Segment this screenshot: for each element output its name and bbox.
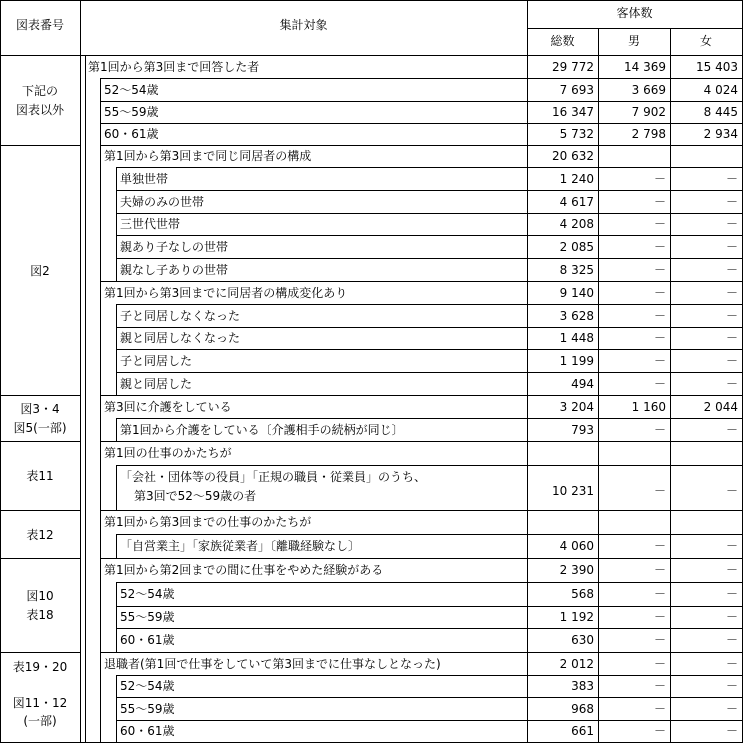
- cell-total: 29 772: [552, 60, 594, 74]
- row-divider: [116, 304, 742, 305]
- row-divider: [116, 258, 742, 259]
- row-label: 第1回から第3回までの仕事のかたちが: [104, 515, 312, 529]
- indent-bracket: [116, 582, 117, 606]
- row-label: 夫婦のみの世帯: [120, 195, 205, 209]
- cell-male: －: [653, 354, 666, 368]
- figure-label: 表19・20: [12, 660, 68, 674]
- header-female: 女: [699, 34, 712, 48]
- cell-total: 16 347: [552, 105, 594, 119]
- cell-total: 2 012: [559, 657, 594, 671]
- indent-bracket: [100, 304, 101, 327]
- indent-bracket: [100, 281, 101, 304]
- indent-bracket: [116, 606, 117, 628]
- indent-bracket: [100, 534, 101, 558]
- cell-total: 9 140: [559, 286, 594, 300]
- indent-bracket: [100, 101, 101, 123]
- row-divider: [100, 441, 742, 442]
- cell-total: 1 192: [559, 610, 594, 624]
- row-label: 退職者(第1回で仕事をしていて第3回までに仕事なしとなった): [104, 657, 441, 671]
- col-divider-figure: [80, 0, 81, 742]
- cell-female: 4 024: [703, 83, 738, 97]
- row-divider: [116, 235, 742, 236]
- cell-total: 383: [571, 679, 594, 693]
- indent-bracket: [100, 628, 101, 652]
- cell-female: 2 934: [703, 127, 738, 141]
- row-label: 「自営業主」「家族従業者」〔離職経験なし〕: [120, 539, 361, 553]
- row-divider: [100, 145, 742, 146]
- group-divider: [0, 558, 80, 559]
- indent-bracket: [116, 534, 117, 558]
- cell-total: 3 204: [559, 400, 594, 414]
- figure-label: 図11・12: [12, 696, 68, 710]
- row-label: 親と同居しなくなった: [120, 331, 241, 345]
- cell-male: －: [653, 286, 666, 300]
- cell-male: －: [653, 423, 666, 437]
- indent-bracket: [116, 418, 117, 441]
- cell-male: －: [653, 263, 666, 277]
- row-label: 第1回から第3回までに同居者の構成変化あり: [104, 286, 348, 300]
- row-divider: [100, 652, 742, 653]
- cell-female: －: [725, 423, 738, 437]
- indent-bracket: [100, 675, 101, 697]
- indent-bracket: [85, 55, 86, 742]
- cell-female: －: [725, 657, 738, 671]
- indent-bracket: [116, 327, 117, 349]
- row-label: 子と同居しなくなった: [120, 309, 241, 323]
- row-label: 52～54歳: [104, 83, 159, 97]
- cell-female: －: [725, 263, 738, 277]
- indent-bracket: [116, 304, 117, 327]
- cell-female: －: [725, 702, 738, 716]
- row-divider: [116, 465, 742, 466]
- indent-bracket: [100, 213, 101, 235]
- row-label: 55～59歳: [120, 702, 175, 716]
- cell-female: －: [725, 354, 738, 368]
- row-divider: [116, 213, 742, 214]
- cell-total: 8 325: [559, 263, 594, 277]
- cell-female: －: [725, 217, 738, 231]
- cell-total: 2 390: [559, 563, 594, 577]
- indent-bracket: [116, 628, 117, 652]
- cell-female: －: [725, 484, 738, 498]
- indent-bracket: [100, 258, 101, 281]
- row-divider: [116, 418, 742, 419]
- figure-label: 図表以外: [15, 103, 64, 117]
- row-label: 第1回から第2回までの間に仕事をやめた経験がある: [104, 563, 384, 577]
- row-label: 単独世帯: [120, 172, 169, 186]
- row-divider: [116, 720, 742, 721]
- cell-male: 7 902: [631, 105, 666, 119]
- figure-label: 表18: [26, 608, 54, 622]
- cell-female: －: [725, 172, 738, 186]
- cell-total: 968: [571, 702, 594, 716]
- figure-label: 図2: [30, 263, 50, 278]
- indent-bracket: [116, 697, 117, 720]
- cell-male: 1 160: [631, 400, 666, 414]
- cell-female: －: [725, 633, 738, 647]
- cell-male: －: [653, 217, 666, 231]
- cell-total: 10 231: [552, 484, 594, 498]
- cell-male: －: [653, 587, 666, 601]
- cell-female: －: [725, 539, 738, 553]
- row-divider: [116, 327, 742, 328]
- indent-bracket: [100, 465, 101, 510]
- indent-bracket: [100, 123, 101, 145]
- table-border-top: [0, 0, 743, 1]
- indent-bracket: [116, 349, 117, 372]
- cell-male: －: [653, 633, 666, 647]
- cell-total: 793: [571, 423, 594, 437]
- row-divider: [100, 558, 742, 559]
- indent-bracket: [100, 327, 101, 349]
- cell-male: －: [653, 377, 666, 391]
- row-divider: [100, 395, 742, 396]
- figure-label: 表12: [26, 527, 54, 542]
- row-divider: [116, 372, 742, 373]
- indent-bracket: [100, 145, 101, 167]
- row-divider: [116, 534, 742, 535]
- indent-bracket: [116, 213, 117, 235]
- cell-total: 494: [571, 377, 594, 391]
- cell-female: －: [725, 587, 738, 601]
- row-divider: [100, 510, 742, 511]
- cell-female: －: [725, 195, 738, 209]
- header-figure-no: 図表番号: [15, 18, 64, 32]
- row-divider: [116, 675, 742, 676]
- cell-total: 20 632: [552, 149, 594, 163]
- cell-male: －: [653, 240, 666, 254]
- figure-label: 図5(一部): [13, 421, 67, 435]
- row-label: 52～54歳: [120, 679, 175, 693]
- figure-label: 図10: [26, 589, 54, 603]
- cell-male: 2 798: [631, 127, 666, 141]
- row-divider: [80, 55, 742, 56]
- indent-bracket: [116, 372, 117, 395]
- indent-bracket: [100, 78, 101, 101]
- indent-bracket: [116, 235, 117, 258]
- cell-male: －: [653, 484, 666, 498]
- indent-bracket: [100, 720, 101, 742]
- cell-total: 661: [571, 724, 594, 738]
- indent-bracket: [116, 675, 117, 697]
- group-divider: [0, 145, 80, 146]
- cell-female: －: [725, 377, 738, 391]
- cell-female: －: [725, 309, 738, 323]
- cell-male: －: [653, 309, 666, 323]
- cell-total: 3 628: [559, 309, 594, 323]
- cell-male: －: [653, 610, 666, 624]
- cell-male: －: [653, 657, 666, 671]
- cell-total: 4 617: [559, 195, 594, 209]
- figure-label: 下記の: [21, 84, 58, 98]
- row-label: 55～59歳: [120, 610, 175, 624]
- row-label: 60・61歳: [120, 633, 175, 647]
- row-label: 親なし子ありの世帯: [120, 263, 229, 277]
- cell-male: －: [653, 172, 666, 186]
- indent-bracket: [100, 190, 101, 213]
- cell-male: －: [653, 724, 666, 738]
- group-divider: [0, 395, 80, 396]
- row-divider: [116, 697, 742, 698]
- cell-male: －: [653, 563, 666, 577]
- cell-female: －: [725, 563, 738, 577]
- header-subjects: 客体数: [616, 6, 653, 20]
- indent-bracket: [100, 441, 101, 465]
- indent-bracket: [100, 652, 101, 675]
- indent-bracket: [100, 510, 101, 534]
- indent-bracket: [100, 418, 101, 441]
- row-label: 第3回で52～59歳の者: [134, 489, 257, 503]
- cell-male: －: [653, 331, 666, 345]
- indent-bracket: [116, 258, 117, 281]
- indent-bracket: [100, 558, 101, 582]
- cell-female: －: [725, 679, 738, 693]
- cell-male: －: [653, 679, 666, 693]
- row-divider: [116, 628, 742, 629]
- header-target: 集計対象: [279, 18, 328, 32]
- cell-female: 8 445: [703, 105, 738, 119]
- indent-bracket: [100, 697, 101, 720]
- indent-bracket: [100, 582, 101, 606]
- row-label: 第1回の仕事のかたちが: [104, 446, 232, 460]
- indent-bracket: [100, 395, 101, 418]
- row-label: 第3回に介護をしている: [104, 400, 232, 414]
- row-label: 親と同居した: [120, 377, 193, 391]
- row-label: 第1回から第3回まで同じ同居者の構成: [104, 149, 312, 163]
- row-label: 三世代世帯: [120, 217, 181, 231]
- figure-label: 図3・4: [20, 402, 60, 416]
- cell-female: －: [725, 331, 738, 345]
- indent-bracket: [100, 372, 101, 395]
- cell-total: 1 448: [559, 331, 594, 345]
- cell-male: 14 369: [624, 60, 666, 74]
- cell-total: 2 085: [559, 240, 594, 254]
- indent-bracket: [100, 167, 101, 190]
- row-label: 子と同居した: [120, 354, 193, 368]
- cell-total: 7 693: [559, 83, 594, 97]
- header-total: 総数: [550, 34, 575, 48]
- cell-male: －: [653, 702, 666, 716]
- group-divider: [0, 510, 80, 511]
- row-label: 60・61歳: [104, 127, 159, 141]
- cell-female: 2 044: [703, 400, 738, 414]
- row-label: 親あり子なしの世帯: [120, 240, 229, 254]
- indent-bracket: [116, 720, 117, 742]
- header-male: 男: [627, 34, 640, 48]
- row-label: 52～54歳: [120, 587, 175, 601]
- cell-total: 568: [571, 587, 594, 601]
- indent-bracket: [100, 235, 101, 258]
- cell-total: 1 199: [559, 354, 594, 368]
- cell-female: －: [725, 286, 738, 300]
- cell-total: 4 208: [559, 217, 594, 231]
- row-divider: [116, 606, 742, 607]
- row-divider: [100, 123, 742, 124]
- group-divider: [0, 652, 80, 653]
- cell-total: 1 240: [559, 172, 594, 186]
- row-divider: [100, 101, 742, 102]
- row-divider: [100, 78, 742, 79]
- row-label: 「会社・団体等の役員」「正規の職員・従業員」のうち、: [120, 470, 427, 484]
- cell-total: 5 732: [559, 127, 594, 141]
- group-divider: [0, 441, 80, 442]
- indent-bracket: [100, 606, 101, 628]
- figure-label: (一部): [23, 714, 57, 728]
- row-divider: [116, 349, 742, 350]
- cell-female: －: [725, 610, 738, 624]
- header-mid-line: [527, 28, 742, 29]
- row-divider: [100, 281, 742, 282]
- row-divider: [116, 167, 742, 168]
- row-label: 55～59歳: [104, 105, 159, 119]
- indent-bracket: [116, 167, 117, 190]
- cell-male: －: [653, 195, 666, 209]
- cell-male: －: [653, 539, 666, 553]
- cell-total: 4 060: [559, 539, 594, 553]
- row-label: 第1回から第3回まで回答した者: [88, 60, 260, 74]
- row-divider: [116, 190, 742, 191]
- cell-male: 3 669: [631, 83, 666, 97]
- row-divider: [116, 582, 742, 583]
- row-label: 第1回から介護をしている〔介護相手の続柄が同じ〕: [120, 423, 404, 437]
- figure-label: 表11: [26, 469, 54, 483]
- row-label: 60・61歳: [120, 724, 175, 738]
- indent-bracket: [116, 465, 117, 510]
- indent-bracket: [116, 190, 117, 213]
- cell-total: 630: [571, 633, 594, 647]
- cell-female: －: [725, 724, 738, 738]
- cell-female: －: [725, 240, 738, 254]
- cell-female: 15 403: [696, 60, 738, 74]
- indent-bracket: [100, 349, 101, 372]
